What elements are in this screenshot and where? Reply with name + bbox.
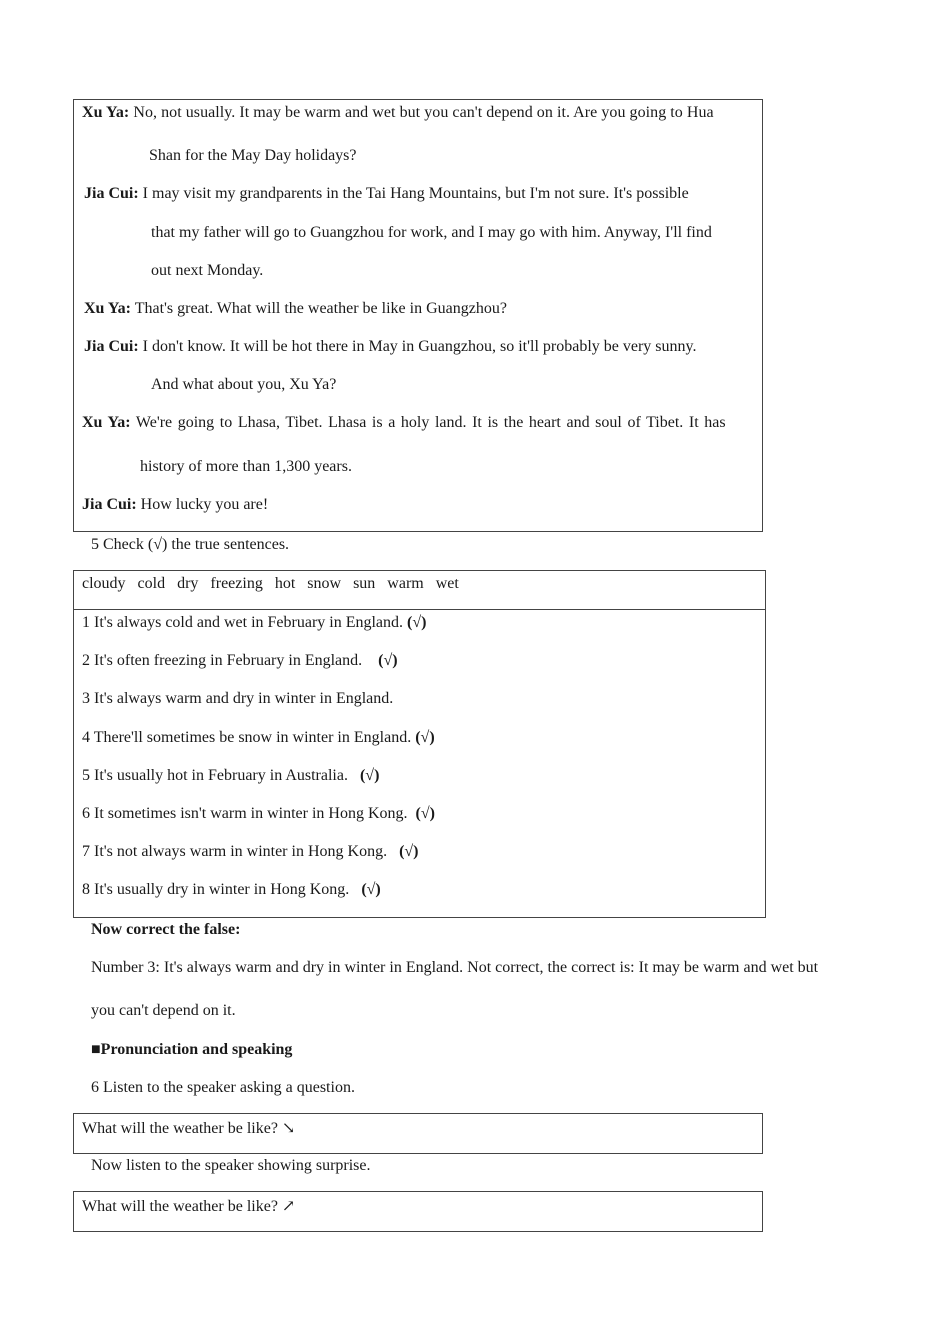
dialogue-cont: that my father will go to Guangzhou for work, and I may go with him. Anyway, I'll find — [151, 224, 712, 241]
dialogue-line-5 — [82, 414, 726, 432]
sentence-row — [82, 614, 426, 632]
word-bank-word: sun — [353, 575, 376, 592]
speaker-label: Xu Ya: — [82, 104, 130, 121]
speaker-label: Xu Ya: — [82, 414, 131, 431]
sentence-text: 3 It's always warm and dry in winter in England. — [82, 690, 394, 707]
sentence-row — [82, 767, 379, 785]
sentence-text: 1 It's always cold and wet in February in England. — [82, 614, 404, 631]
sentence-row — [82, 729, 435, 747]
check-mark: (√) — [361, 881, 381, 898]
check-mark: (√) — [378, 652, 398, 669]
word-bank-word: cold — [137, 575, 166, 592]
sentence-row — [82, 805, 435, 823]
question-text: What will the weather be like? ↗ — [82, 1198, 296, 1215]
dialogue-cont: And what about you, Xu Ya? — [151, 376, 337, 393]
task5-heading: 5 Check (√) the true sentences. — [91, 536, 290, 553]
sentence-row — [82, 881, 381, 899]
dialogue-text: How lucky you are! — [140, 496, 269, 513]
word-bank-word: dry — [177, 575, 199, 592]
dialogue-text: We're going to Lhasa, Tibet. Lhasa is a holy land. It is the heart and soul of Tibet. It has — [135, 414, 726, 431]
dialogue-line-6 — [82, 496, 268, 514]
dialogue-cont: Shan for the May Day holidays? — [149, 147, 357, 164]
word-bank-word: freezing — [210, 575, 263, 592]
correction-line: you can't depend on it. — [91, 1002, 236, 1019]
check-mark: (√) — [399, 843, 419, 860]
sentence-text: 2 It's often freezing in February in England. — [82, 652, 363, 669]
word-bank-word: wet — [435, 575, 459, 592]
speaker-label: Jia Cui: — [82, 496, 137, 513]
surprise-instruction: Now listen to the speaker showing surprise. — [91, 1157, 371, 1174]
pronunciation-heading: ■Pronunciation and speaking — [91, 1041, 293, 1058]
word-bank-word: snow — [307, 575, 342, 592]
correction-line: Number 3: It's always warm and dry in winter in England. Not correct, the correct is: It may be warm and wet but — [91, 959, 819, 976]
dialogue-cont: history of more than 1,300 years. — [140, 458, 352, 475]
sentence-text: 8 It's usually dry in winter in Hong Kong. — [82, 881, 350, 898]
sentence-text: 5 It's usually hot in February in Australia. — [82, 767, 348, 784]
dialogue-line-2 — [84, 185, 689, 203]
dialogue-text: That's great. What will the weather be like in Guangzhou? — [134, 300, 507, 317]
dialogue-line-4 — [84, 338, 697, 356]
word-bank — [82, 575, 459, 593]
correction-heading: Now correct the false: — [91, 921, 241, 938]
dialogue-text: I don't know. It will be hot there in May in Guangzhou, so it'll probably be very sunny. — [142, 338, 697, 355]
dialogue-text: I may visit my grandparents in the Tai Hang Mountains, but I'm not sure. It's possible — [142, 185, 689, 202]
sentence-text: 6 It sometimes isn't warm in winter in Hong Kong. — [82, 805, 408, 822]
check-mark: (√) — [415, 805, 435, 822]
sentence-row — [82, 652, 398, 670]
sentence-row — [82, 690, 393, 708]
dialogue-cont: out next Monday. — [151, 262, 264, 279]
sentence-text: 7 It's not always warm in winter in Hong Kong. — [82, 843, 388, 860]
dialogue-text: No, not usually. It may be warm and wet but you can't depend on it. Are you going to Hua — [133, 104, 714, 121]
speaker-label: Jia Cui: — [84, 338, 139, 355]
sentence-row — [82, 843, 419, 861]
speaker-label: Jia Cui: — [84, 185, 139, 202]
check-mark: (√) — [415, 729, 435, 746]
check-mark: (√) — [359, 767, 380, 784]
word-bank-word: warm — [387, 575, 424, 592]
word-bank-word: cloudy — [82, 575, 126, 592]
dialogue-line-1 — [82, 104, 752, 122]
check-mark: (√) — [407, 614, 427, 631]
speaker-label: Xu Ya: — [84, 300, 131, 317]
dialogue-line-3 — [84, 300, 507, 318]
sentence-text: 4 There'll sometimes be snow in winter in England. — [82, 729, 412, 746]
question-text: What will the weather be like? ↘ — [82, 1120, 296, 1137]
task6-heading: 6 Listen to the speaker asking a question. — [91, 1079, 355, 1096]
word-bank-word: hot — [274, 575, 296, 592]
